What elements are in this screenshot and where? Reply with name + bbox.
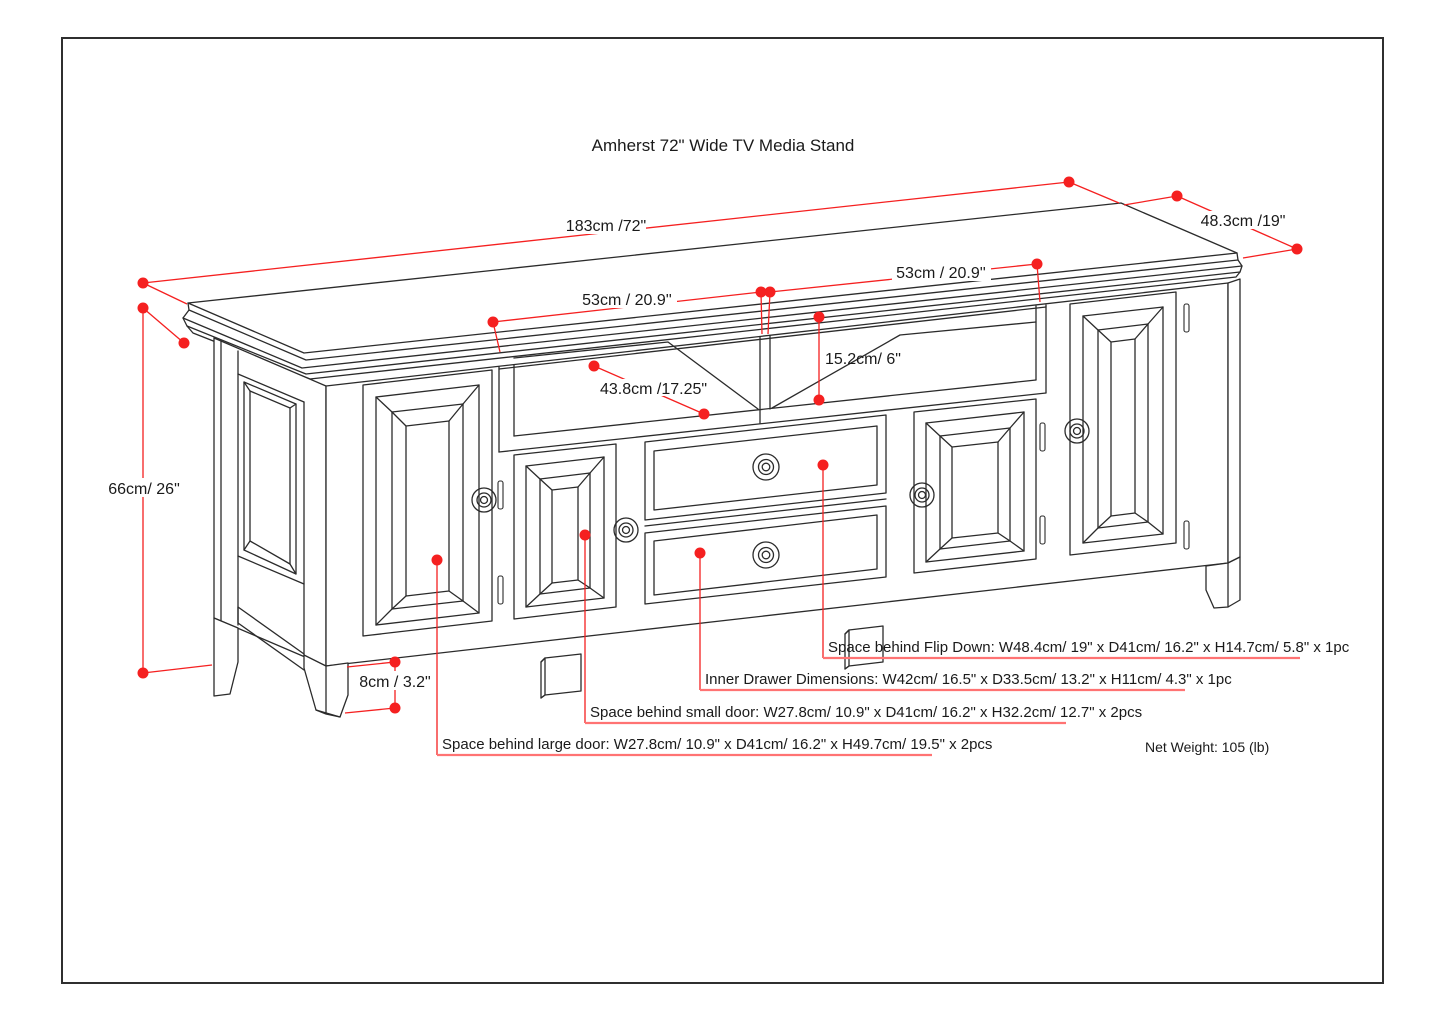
note-inner-drawer: Inner Drawer Dimensions: W42cm/ 16.5" x D33.5cm/ 13.2" x H11cm/ 4.3" x 1pc	[705, 671, 1232, 688]
dim-overall-height: 66cm/ 26"	[108, 481, 180, 498]
small-right-door	[914, 399, 1036, 573]
center-foot-left	[541, 654, 581, 698]
dim-overall-depth: 48.3cm /19"	[1200, 213, 1286, 230]
dim-right-shelf-width: 53cm / 20.9''	[896, 265, 986, 282]
dim-shelf-depth: 43.8cm /17.25"	[600, 381, 708, 398]
small-left-door	[514, 444, 616, 619]
back-left-leg	[214, 618, 238, 696]
front-right-leg	[1206, 557, 1240, 608]
note-small-door: Space behind small door: W27.8cm/ 10.9" x D41cm/ 16.2" x H32.2cm/ 12.7" x 2pcs	[590, 704, 1143, 721]
dim-left-shelf-width: 53cm / 20.9''	[582, 292, 672, 309]
hinge-icon	[1040, 423, 1045, 451]
dim-shelf-opening-height: 15.2cm/ 6"	[825, 351, 901, 368]
diagram-title: Amherst 72" Wide TV Media Stand	[591, 136, 855, 155]
hinge-icon	[498, 481, 503, 509]
net-weight: Net Weight: 105 (lb)	[1145, 739, 1270, 755]
note-flip-down: Space behind Flip Down: W48.4cm/ 19" x D41cm/ 16.2" x H14.7cm/ 5.8" x 1pc	[828, 639, 1350, 656]
hinge-icon	[1184, 521, 1189, 549]
dim-overall-width: 183cm /72"	[565, 218, 647, 235]
note-large-door: Space behind large door: W27.8cm/ 10.9" x D41cm/ 16.2" x H49.7cm/ 19.5" x 2pcs	[442, 736, 993, 753]
hinge-icon	[498, 576, 503, 604]
dim-leg-height: 8cm / 3.2"	[359, 674, 431, 691]
right-edge-sliver	[1228, 279, 1240, 563]
hinge-icon	[1184, 304, 1189, 332]
hinge-icon	[1040, 516, 1045, 544]
